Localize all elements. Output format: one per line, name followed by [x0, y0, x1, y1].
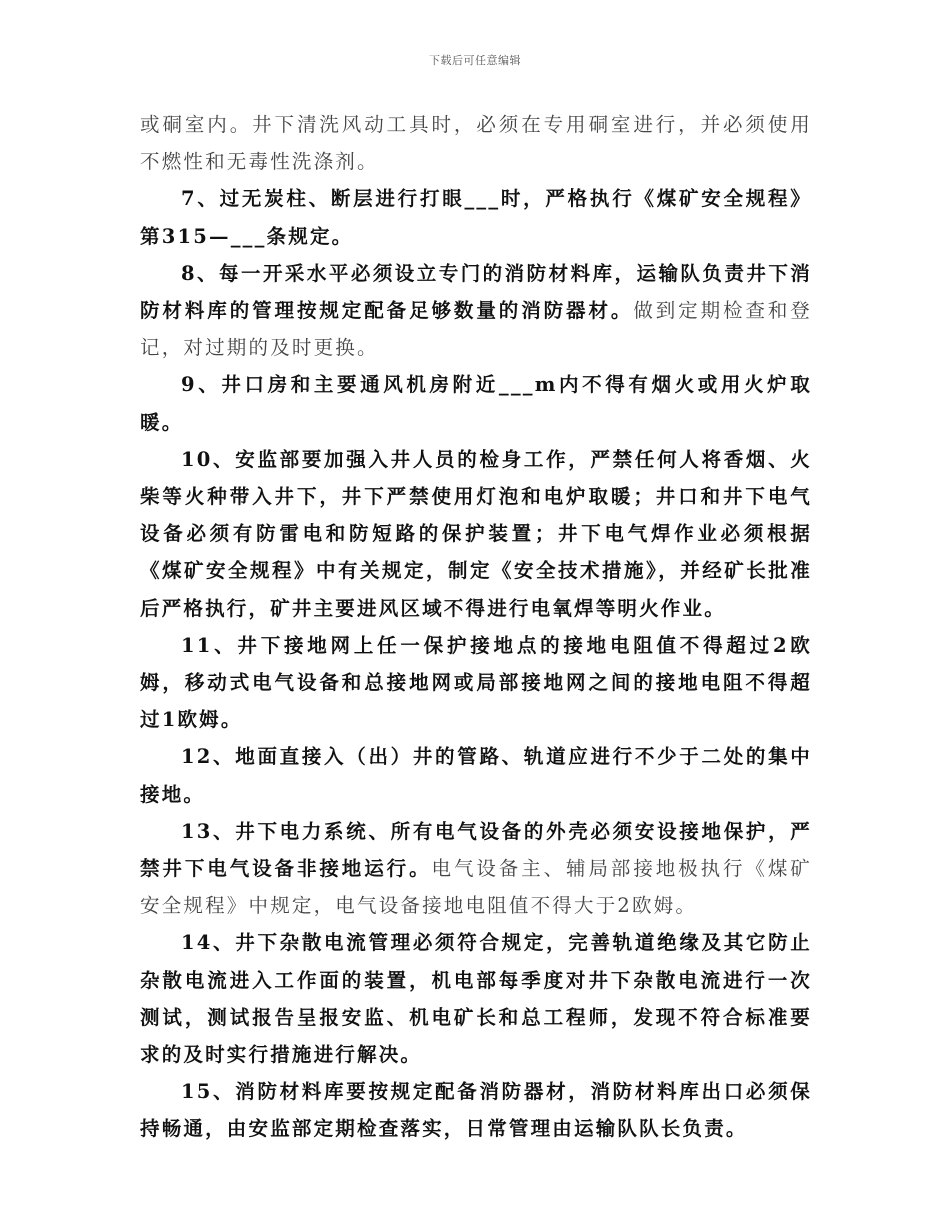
paragraph-item-13: [140, 813, 812, 925]
text-segment: 10、安监部要加强入井人员的检身工作，严禁任何人将香烟、火柴等火种带入井下，井下严禁使用灯泡和电炉取暖；井口和井下电气设备必须有防雷电和防短路的保护装置；井下电气焊作业必须根据《煤矿安全规程》中有关规定，制定《安全技术措施》，并经矿长批准后严格执行，矿井主要进风区域不得进行电氧焊等明火作业。: [140, 447, 812, 620]
text-segment: 14、井下杂散电流管理必须符合规定，完善轨道绝缘及其它防止杂散电流进入工作面的装置，机电部每季度对井下杂散电流进行一次测试，测试报告呈报安监、机电矿长和总工程师，发现不符合标准要求的及时实行措施进行解决。: [140, 931, 812, 1067]
text-segment: 15、消防材料库要按规定配备消防器材，消防材料库出口必须保持畅通，由安监部定期检查落实，日常管理由运输队队长负责。: [140, 1080, 812, 1141]
paragraph-item-7: [140, 180, 812, 254]
paragraph-item-8: [140, 255, 812, 367]
text-segment: 9、井口房和主要通风机房附近___m内不得有烟火或用火炉取暖。: [140, 373, 812, 434]
paragraph-continuation: [140, 106, 812, 180]
paragraph-item-15: [140, 1073, 812, 1147]
text-segment: 8、每一开采水平必须设立专门的消防材料库，运输队负责井下消防材料库的管理按规定配备足够数量的消防器材。: [140, 261, 812, 323]
paragraph-item-14: [140, 924, 812, 1073]
paragraph-item-12: [140, 738, 812, 812]
text-segment: 做到定期检查和登记，对过期的及时更换。: [140, 299, 812, 360]
text-segment: 电气设备主、辅局部接地极执行《煤矿安全规程》中规定，电气设备接地电阻值不得大于2欧姆。: [140, 857, 812, 918]
text-segment: 11、井下接地网上任一保护接地点的接地电阻值不得超过2欧姆，移动式电气设备和总接地网或局部接地网之间的接地电阻不得超过1欧姆。: [140, 633, 812, 732]
text-segment: 7、过无炭柱、断层进行打眼___时，严格执行《煤矿安全规程》第315—___条规定。: [140, 187, 812, 248]
page-header: 下载后可任意编辑: [429, 54, 521, 67]
text-segment: 12、地面直接入（出）井的管路、轨道应进行不少于二处的集中接地。: [140, 745, 812, 806]
paragraph-item-10: [140, 441, 812, 627]
text-segment: 13、井下电力系统、所有电气设备的外壳必须安设接地保护，严禁井下电气设备非接地运行。: [140, 819, 812, 881]
paragraph-item-11: [140, 627, 812, 739]
paragraph-item-9: [140, 366, 812, 440]
text-segment: 或硐室内。井下清洗风动工具时，必须在专用硐室进行，并必须使用不燃性和无毒性洗涤剂。: [140, 113, 812, 174]
document-body: [140, 106, 812, 1148]
